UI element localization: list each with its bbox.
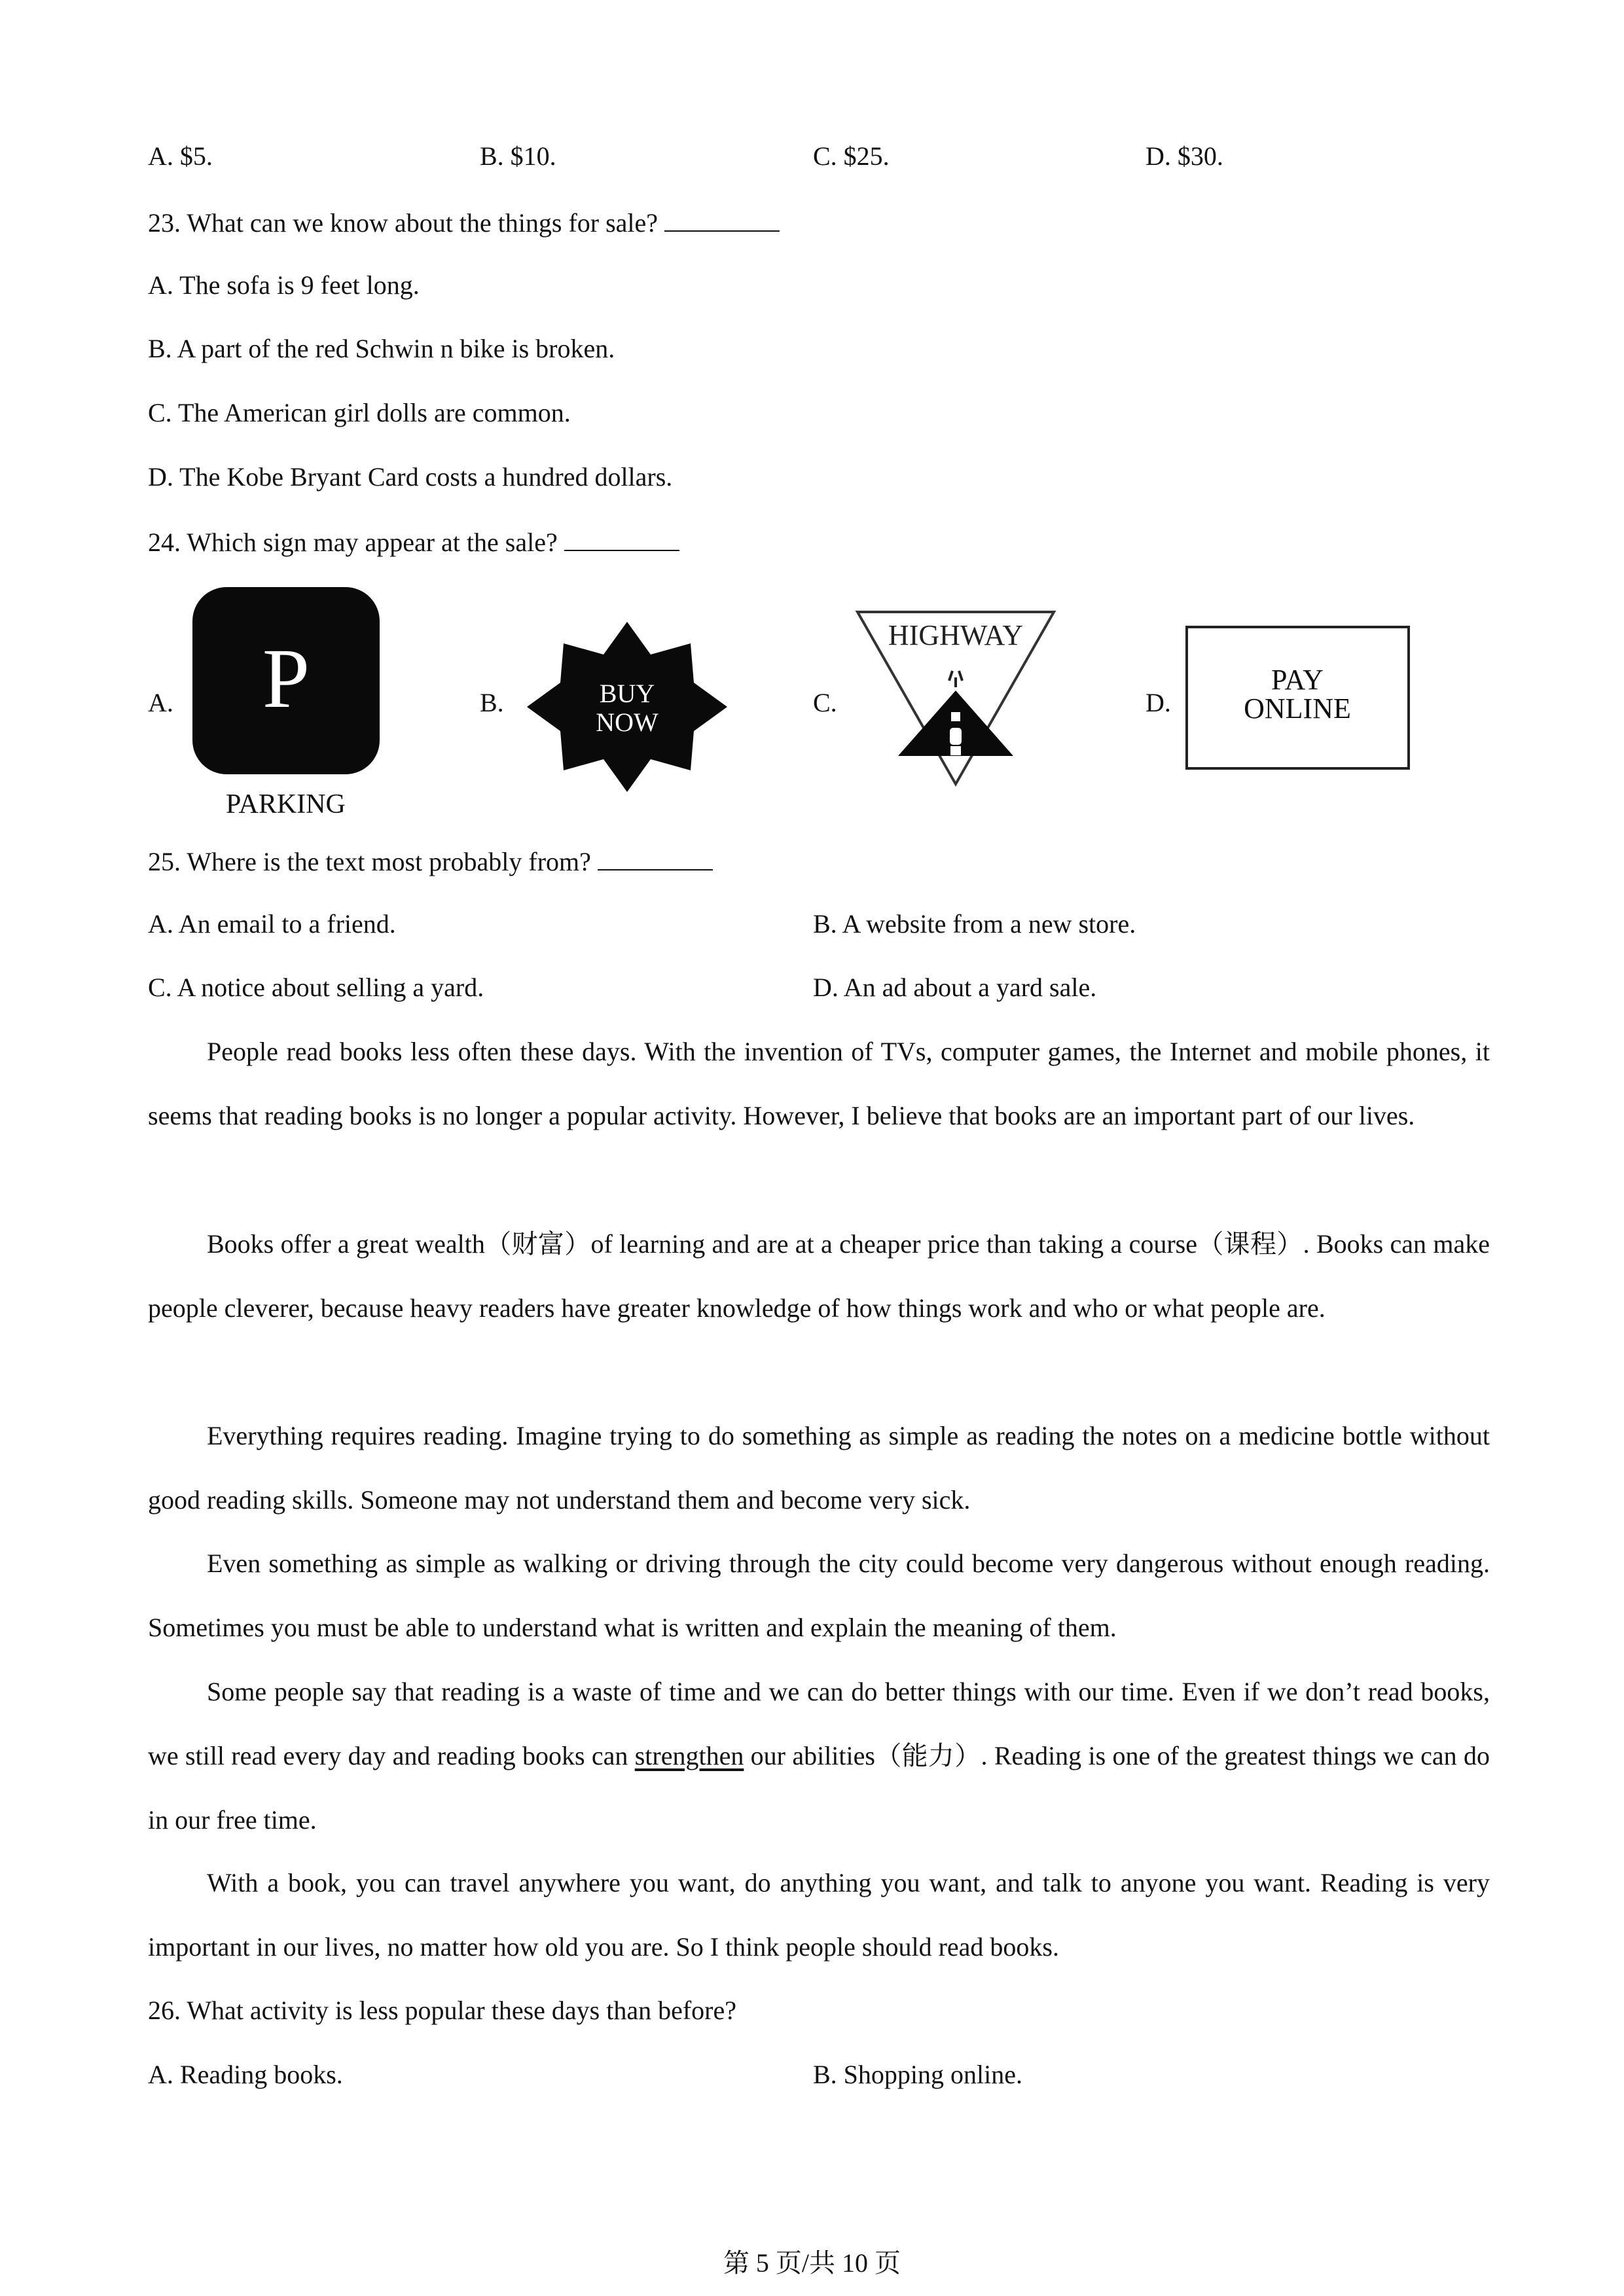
q24-label-d: D. bbox=[1146, 688, 1171, 717]
answer-blank[interactable] bbox=[598, 844, 713, 870]
q22-option-d: D. $30. bbox=[1146, 141, 1223, 171]
q22-option-c: C. $25. bbox=[813, 141, 890, 171]
q25-option-b: B. A website from a new store. bbox=[813, 909, 1136, 939]
q23-option-c: C. The American girl dolls are common. bbox=[148, 398, 571, 427]
highway-sign-icon bbox=[854, 609, 1057, 789]
passage-paragraph-3: Everything requires reading. Imagine trying to do something as simple as reading the notes on a medicine bottle without good reading skills. Someone may not understand them and become very sick. bbox=[148, 1421, 1490, 1515]
q22-option-b: B. $10. bbox=[480, 141, 556, 171]
parking-sign-icon bbox=[191, 586, 381, 776]
highway-sign-text: HIGHWAY bbox=[888, 619, 1024, 651]
answer-blank[interactable] bbox=[564, 525, 679, 551]
parking-sign-letter: P bbox=[262, 632, 310, 726]
q24-label-a: A. bbox=[148, 688, 173, 717]
passage-paragraph-5: Some people say that reading is a waste of time and we can do better things with our time. Even if we don’t read books, we still read every day and reading books can strengthen our abilities（能力）. Reading is one of the greatest things we can do in our free time. bbox=[148, 1677, 1490, 1835]
q26-stem: 26. What activity is less popular these days than before? bbox=[148, 1996, 737, 2025]
q25-option-c: C. A notice about selling a yard. bbox=[148, 973, 484, 1002]
q23-option-d: D. The Kobe Bryant Card costs a hundred dollars. bbox=[148, 462, 673, 492]
pay-online-line1: PAY bbox=[1271, 664, 1324, 696]
passage-paragraph-2: Books offer a great wealth（财富）of learning and are at a cheaper price than taking a course（课程）. Books can make people cleverer, because heavy readers have greater knowledge of how things work and who or what people are. bbox=[148, 1229, 1490, 1323]
q26-option-b: B. Shopping online. bbox=[813, 2060, 1023, 2089]
parking-sign-caption: PARKING bbox=[226, 789, 346, 819]
q26-option-a: A. Reading books. bbox=[148, 2060, 343, 2089]
buy-now-star-icon bbox=[524, 619, 731, 795]
q24-label-c: C. bbox=[813, 688, 837, 717]
q25-option-a: A. An email to a friend. bbox=[148, 909, 396, 939]
buy-now-line2: NOW bbox=[596, 708, 659, 737]
q22-option-a: A. $5. bbox=[148, 141, 213, 171]
page-number: 第 5 页/共 10 页 bbox=[723, 2248, 901, 2278]
answer-blank[interactable] bbox=[664, 206, 780, 232]
passage-paragraph-1: People read books less often these days. With the invention of TVs, computer games, the Internet and mobile phones, it seems that reading books is no longer a popular activity. However, I believe that books are an important part of our lives. bbox=[148, 1037, 1490, 1130]
q24-stem: 24. Which sign may appear at the sale? bbox=[148, 525, 679, 558]
q25-option-d: D. An ad about a yard sale. bbox=[813, 973, 1097, 1002]
pay-online-sign-icon bbox=[1185, 625, 1411, 770]
pay-online-line2: ONLINE bbox=[1244, 692, 1351, 725]
q23-option-b: B. A part of the red Schwin n bike is broken. bbox=[148, 334, 615, 363]
underlined-word: strengthen bbox=[634, 1741, 744, 1770]
buy-now-line1: BUY bbox=[599, 679, 655, 708]
passage-paragraph-6: With a book, you can travel anywhere you want, do anything you want, and talk to anyone you want. Reading is very important in our lives, no matter how old you are. So I think people should read books. bbox=[148, 1868, 1490, 1962]
passage-paragraph-4: Even something as simple as walking or driving through the city could become very dangerous without enough reading. Sometimes you must be able to understand what is written and explain the meaning of them. bbox=[148, 1549, 1490, 1642]
q25-stem: 25. Where is the text most probably from? bbox=[148, 844, 713, 878]
q23-stem: 23. What can we know about the things for sale? bbox=[148, 206, 780, 239]
q23-option-a: A. The sofa is 9 feet long. bbox=[148, 270, 420, 300]
q24-label-b: B. bbox=[480, 688, 504, 717]
